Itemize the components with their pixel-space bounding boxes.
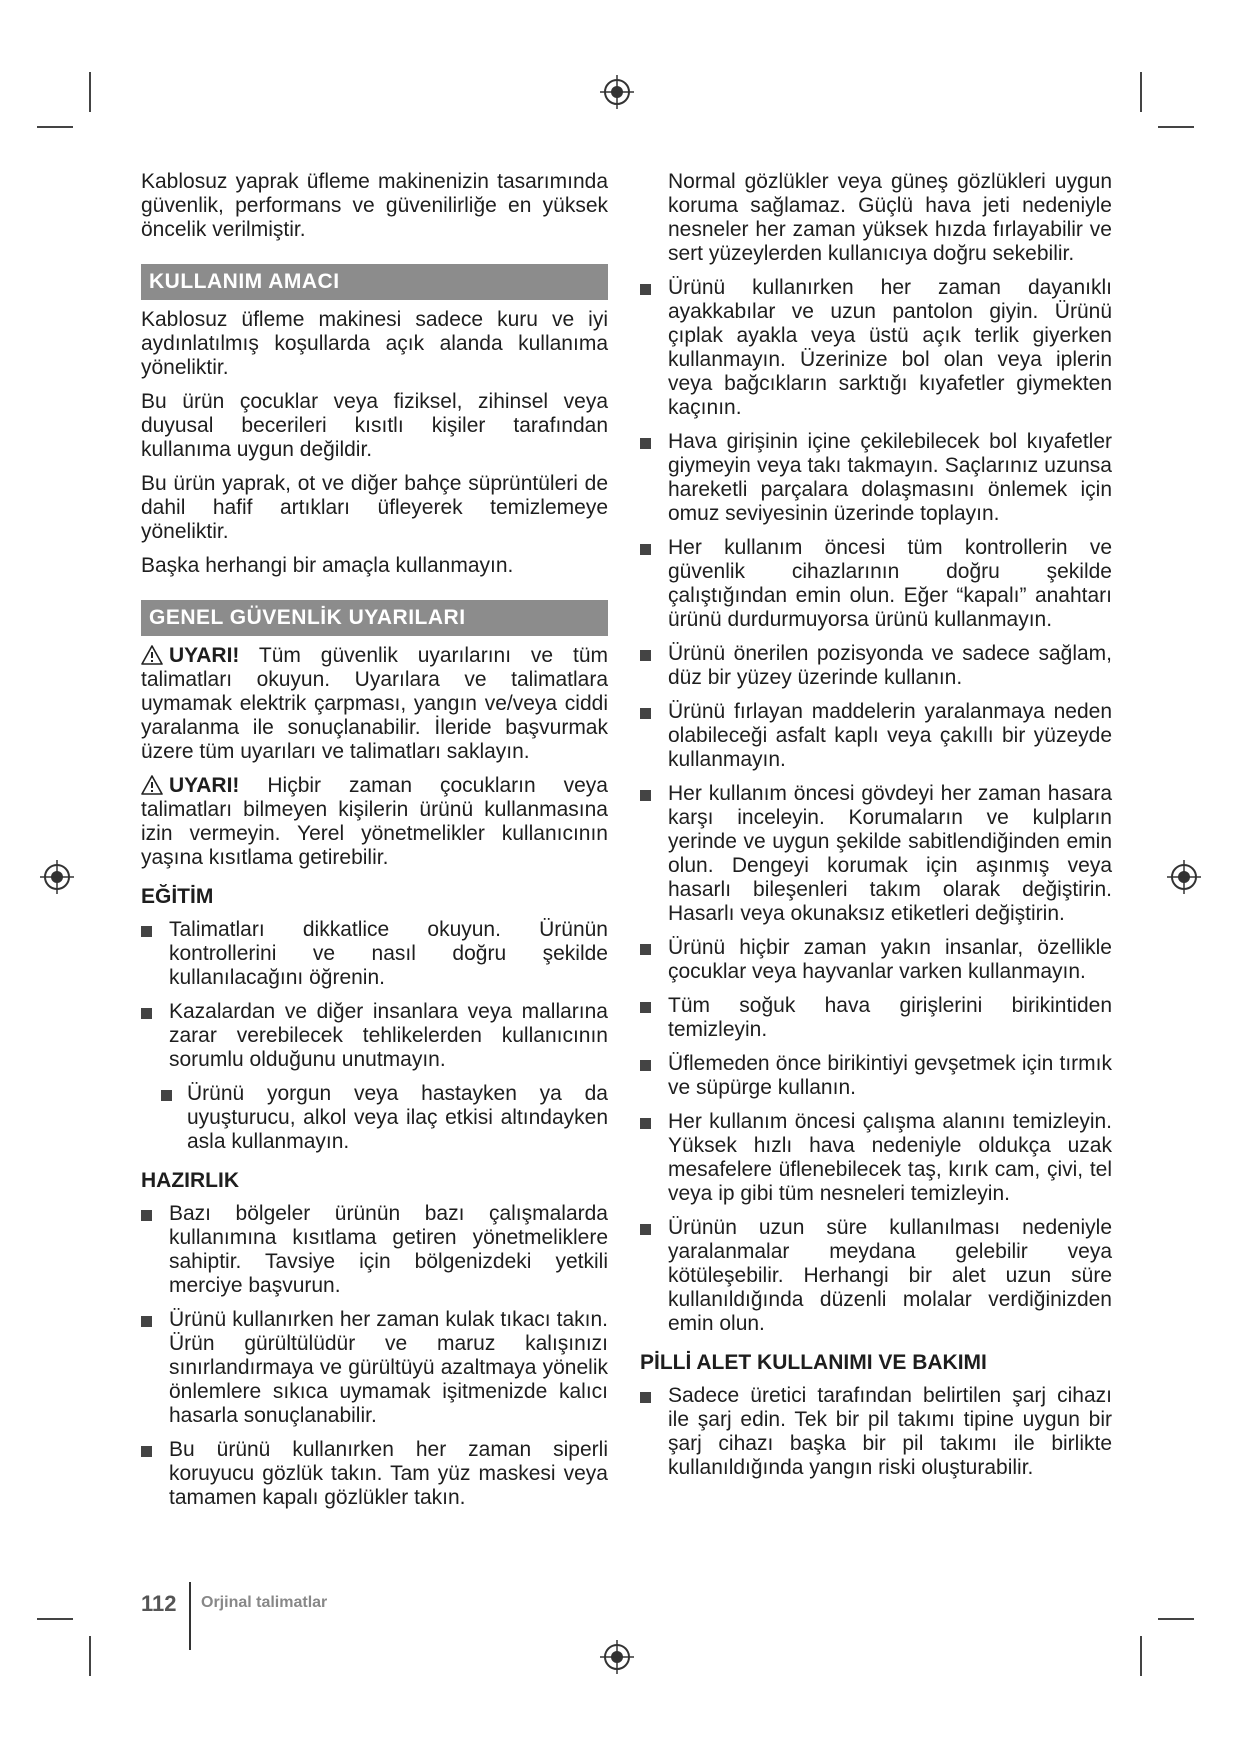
subheading-pilli-alet: PİLLİ ALET KULLANIMI VE BAKIMI: [640, 1351, 987, 1374]
list-item: Ürünü hiçbir zaman yakın insanlar, özellikle çocuklar veya hayvanlar varken kullanmayın.: [640, 936, 1112, 984]
square-bullet-icon: [640, 944, 651, 955]
square-bullet-icon: [640, 544, 651, 555]
list-item: Ürünü kullanırken her zaman dayanıklı ayakkabılar ve uzun pantolon giyin. Ürünü çıplak ayakla veya üstü açık terlik giyerken kullanmayın. Üzerinize bol olan veya iplerin veya bağcıkların sarktığı kıyafetler giymekten kaçının.: [640, 276, 1112, 420]
crop-mark: [1158, 126, 1194, 128]
registration-mark-icon: [1167, 860, 1201, 894]
footer-text: Orjinal talimatlar: [201, 1594, 328, 1611]
list-item: Ürünü fırlayan maddelerin yaralanmaya neden olabileceği asfalt kaplı veya çakıllı bir yüzeyde kullanmayın.: [640, 700, 1112, 772]
square-bullet-icon: [640, 650, 651, 661]
square-bullet-icon: [640, 1060, 651, 1071]
list-item: Ürünü önerilen pozisyonda ve sadece sağlam, düz bir yüzey üzerinde kullanın.: [640, 642, 1112, 690]
square-bullet-icon: [640, 1118, 651, 1129]
body-paragraph: Bu ürün çocuklar veya fiziksel, zihinsel veya duyusal becerileri kısıtlı kişiler tarafından kullanıma uygun değildir.: [141, 390, 608, 461]
hazirlik-list: [141, 1202, 608, 1510]
pilli-list: [640, 1384, 1112, 1480]
body-paragraph: Başka herhangi bir amaçla kullanmayın.: [141, 554, 514, 577]
crop-mark: [1140, 72, 1142, 112]
warning-text: Tüm güvenlik uyarılarını ve tüm talimatları okuyun. Uyarılara ve talimatlara uymamak elektrik çarpması, yangın ve/veya ciddi yaralanma ile sonuçlanabilir. İleride başvurmak üzere tüm uyarıları ve talimatları saklayın.: [141, 644, 608, 763]
square-bullet-icon: [640, 1002, 651, 1013]
square-bullet-icon: [640, 1392, 651, 1403]
list-item: Bazı bölgeler ürünün bazı çalışmalarda kullanımına kısıtlama getiren yönetmeliklere sahiptir. Tavsiye için bölgenizdeki yetkili merciye başvurun.: [141, 1202, 608, 1298]
right-column: [640, 170, 1112, 1490]
registration-mark-icon: [600, 75, 634, 109]
crop-mark: [89, 72, 91, 112]
list-item: Hava girişinin içine çekilebilecek bol kıyafetler giymeyin veya takı takmayın. Saçlarınız uzunsa hareketli parçalara dolaşmasını önlemek için omuz seviyesinin üzerinde toplayın.: [640, 430, 1112, 526]
crop-mark: [37, 1618, 73, 1620]
warning-triangle-icon: [141, 775, 163, 795]
registration-mark-icon: [600, 1640, 634, 1674]
subheading-hazirlik: HAZIRLIK: [141, 1169, 239, 1192]
warning-text: Hiçbir zaman çocukların veya talimatları bilmeyen kişilerin ürünü kullanmasına izin vermeyin. Yerel yönetmelikler kullanıcının yaşına kısıtlama getirebilir.: [141, 774, 608, 869]
list-item: Ürünü kullanırken her zaman kulak tıkacı takın. Ürün gürültülüdür ve maruz kalışınızı sınırlandırmaya ve gürültüyü azaltmaya yönelik önlemlere sıkıca uymamak işitmenizde kalıcı hasarla sonuçlanabilir.: [141, 1308, 608, 1428]
square-bullet-icon: [141, 1210, 152, 1221]
crop-mark: [37, 126, 73, 128]
footer-divider: [189, 1582, 191, 1650]
square-bullet-icon: [141, 1316, 152, 1327]
continuation-paragraph: Normal gözlükler veya güneş gözlükleri uygun koruma sağlamaz. Güçlü hava jeti nedeniyle nesneler her zaman yüksek hızda fırlayabilir ve sert yüzeylerden kullanıcıya doğru sekebilir.: [668, 170, 1112, 265]
section-heading-kullanim-amaci: KULLANIM AMACI: [141, 264, 608, 300]
warning-paragraph: [141, 774, 608, 870]
square-bullet-icon: [640, 438, 651, 449]
square-bullet-icon: [640, 1224, 651, 1235]
list-item: Sadece üretici tarafından belirtilen şarj cihazı ile şarj edin. Tek bir pil takımı tipine uygun bir şarj cihazı başka bir pil takımı ile birlikte kullanıldığında yangın riski oluşturabilir.: [640, 1384, 1112, 1480]
page-number: 112: [141, 1591, 177, 1616]
list-item: Üflemeden önce birikintiyi gevşetmek için tırmık ve süpürge kullanın.: [640, 1052, 1112, 1100]
square-bullet-icon: [141, 1008, 152, 1019]
left-column: [141, 170, 608, 1520]
warning-label: UYARI!: [169, 774, 240, 797]
crop-mark: [89, 1636, 91, 1676]
list-item: Ürünü yorgun veya hastayken ya da uyuşturucu, alkol veya ilaç etkisi altındayken asla kullanmayın.: [141, 1082, 608, 1154]
square-bullet-icon: [161, 1090, 172, 1101]
warning-label: UYARI!: [169, 644, 240, 667]
registration-mark-icon: [40, 860, 74, 894]
list-item: Ürünün uzun süre kullanılması nedeniyle yaralanmalar meydana gelebilir veya kötüleşebilir. Herhangi bir alet uzun süre kullanıldığında düzenli molalar verdiğinizden emin olun.: [640, 1216, 1112, 1336]
crop-mark: [1140, 1636, 1142, 1676]
list-item: Kazalardan ve diğer insanlara veya mallarına zarar verebilecek tehlikelerden kullanıcının sorumlu olduğunu unutmayın.: [141, 1000, 608, 1072]
warning-paragraph: [141, 644, 608, 764]
list-item: Tüm soğuk hava girişlerini birikintiden temizleyin.: [640, 994, 1112, 1042]
intro-paragraph: Kablosuz yaprak üfleme makinenizin tasarımında güvenlik, performans ve güvenilirliğe en yüksek öncelik verilmiştir.: [141, 170, 608, 241]
crop-mark: [1158, 1618, 1194, 1620]
square-bullet-icon: [141, 1446, 152, 1457]
square-bullet-icon: [640, 790, 651, 801]
square-bullet-icon: [141, 926, 152, 937]
section-heading-genel-guvenlik: GENEL GÜVENLİK UYARILARI: [141, 600, 608, 636]
list-item: Her kullanım öncesi gövdeyi her zaman hasara karşı inceleyin. Korumaların ve kulpların yerinde ve uygun şekilde sabitlendiğinden emin olun. Dengeyi korumak için aşınmış veya hasarlı bileşenleri takım olarak değiştirin. Hasarlı veya okunaksız etiketleri değiştirin.: [640, 782, 1112, 926]
list-item: Talimatları dikkatlice okuyun. Ürünün kontrollerini ve nasıl doğru şekilde kullanılacağını öğrenin.: [141, 918, 608, 990]
warning-triangle-icon: [141, 645, 163, 665]
list-item: Her kullanım öncesi çalışma alanını temizleyin. Yüksek hızlı hava nedeniyle oldukça uzak mesafelere üflenebilecek taş, kırık cam, çivi, tel veya ip gibi tüm nesneleri temizleyin.: [640, 1110, 1112, 1206]
body-paragraph: Kablosuz üfleme makinesi sadece kuru ve iyi aydınlatılmış koşullarda açık alanda kullanıma yöneliktir.: [141, 308, 608, 379]
body-paragraph: Bu ürün yaprak, ot ve diğer bahçe süprüntüleri de dahil hafif artıkları üfleyerek temizlemeye yöneliktir.: [141, 472, 608, 543]
subheading-egitim: EĞİTİM: [141, 885, 214, 908]
square-bullet-icon: [640, 284, 651, 295]
square-bullet-icon: [640, 708, 651, 719]
egitim-list: [141, 918, 608, 1154]
list-item: Bu ürünü kullanırken her zaman siperli koruyucu gözlük takın. Tam yüz maskesi veya tamamen kapalı gözlükler takın.: [141, 1438, 608, 1510]
safety-list: [640, 276, 1112, 1336]
list-item: Her kullanım öncesi tüm kontrollerin ve güvenlik cihazlarının doğru şekilde çalıştığından emin olun. Eğer “kapalı” anahtarı ürünü durdurmuyorsa ürünü kullanmayın.: [640, 536, 1112, 632]
